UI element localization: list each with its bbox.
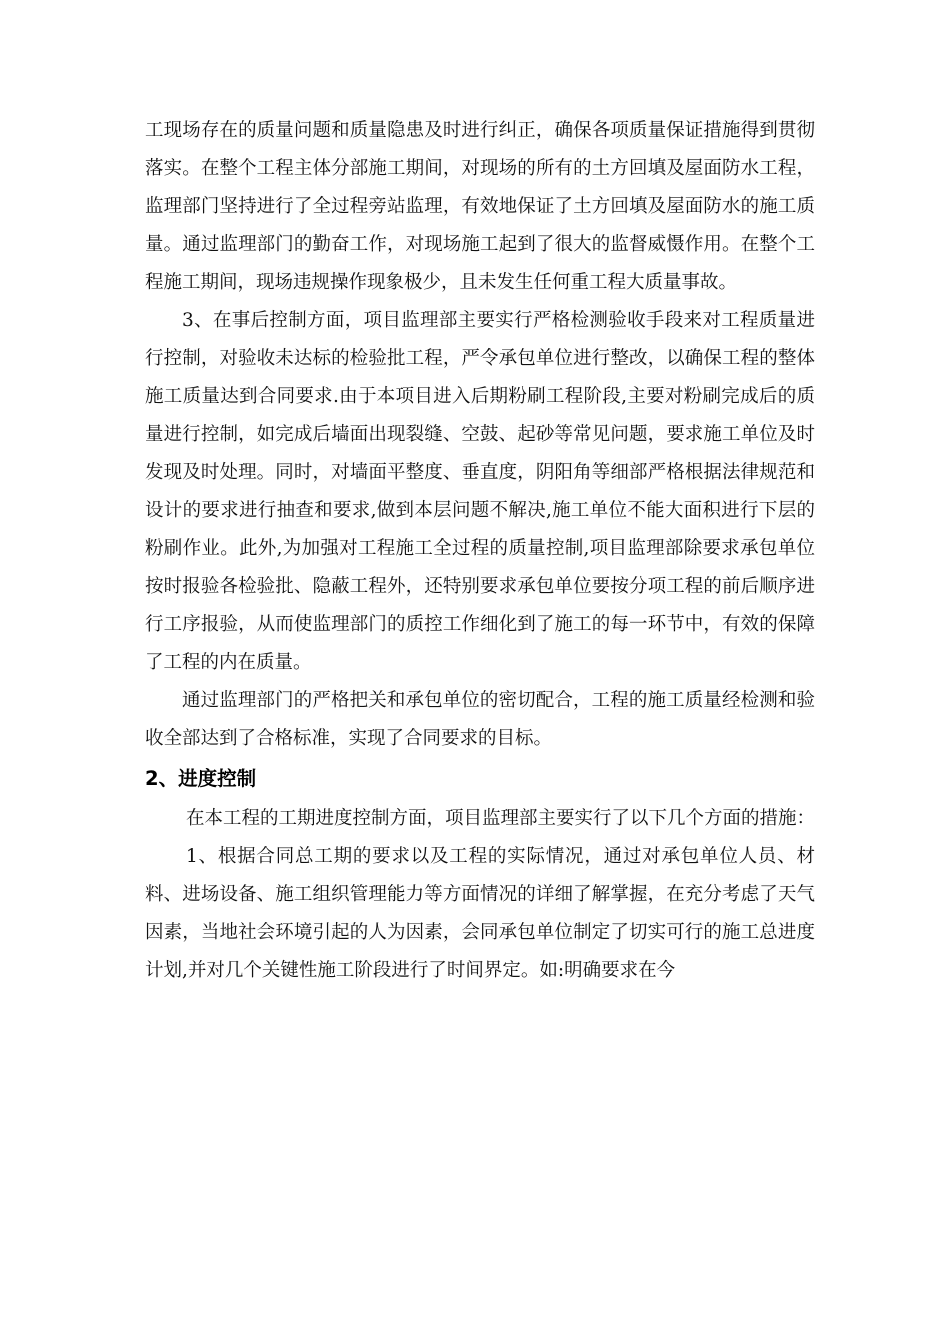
document-body <box>145 112 815 990</box>
paragraph-post-control: 3、在事后控制方面，项目监理部主要实行严格检测验收手段来对工程质量进行控制，对验收未达标的检验批工程，严令承包单位进行整改，以确保工程的整体施工质量达到合同要求.由于本项目进入后期粉刷工程阶段,主要对粉刷完成后的质量进行控制，如完成后墙面出现裂缝、空鼓、起砂等常见问题，要求施工单位及时发现及时处理。同时，对墙面平整度、垂直度，阴阳角等细部严格根据法律规范和设计的要求进行抽查和要求,做到本层问题不解决,施工单位不能大面积进行下层的粉刷作业。此外,为加强对工程施工全过程的质量控制,项目监理部除要求承包单位按时报验各检验批、隐蔽工程外，还特别要求承包单位要按分项工程的前后顺序进行工序报验，从而使监理部门的质控工作细化到了施工的每一环节中，有效的保障了工程的内在质量。 <box>145 310 815 673</box>
paragraph-quality-summary: 通过监理部门的严格把关和承包单位的密切配合，工程的施工质量经检测和验收全部达到了合格标准，实现了合同要求的目标。 <box>145 690 815 749</box>
section-heading-progress-control: 2、进度控制 <box>145 767 257 790</box>
paragraph-progress-intro: 在本工程的工期进度控制方面，项目监理部主要实行了以下几个方面的措施： <box>186 808 816 829</box>
paragraph-quality-inspection: 工现场存在的质量问题和质量隐患及时进行纠正，确保各项质量保证措施得到贯彻落实。在整个工程主体分部施工期间，对现场的所有的土方回填及屋面防水工程，监理部门坚持进行了全过程旁站监理，有效地保证了土方回填及屋面防水的施工质量。通过监理部门的勤奋工作，对现场施工起到了很大的监督威慑作用。在整个工程施工期间，现场违规操作现象极少，且未发生任何重工程大质量事故。 <box>145 120 815 293</box>
paragraph-progress-measure-1: 1、根据合同总工期的要求以及工程的实际情况，通过对承包单位人员、材料、进场设备、施工组织管理能力等方面情况的详细了解掌握，在充分考虑了天气因素，当地社会环境引起的人为因素，会同承包单位制定了切实可行的施工总进度计划,并对几个关键性施工阶段进行了时间界定。如:明确要求在今 <box>145 846 815 981</box>
